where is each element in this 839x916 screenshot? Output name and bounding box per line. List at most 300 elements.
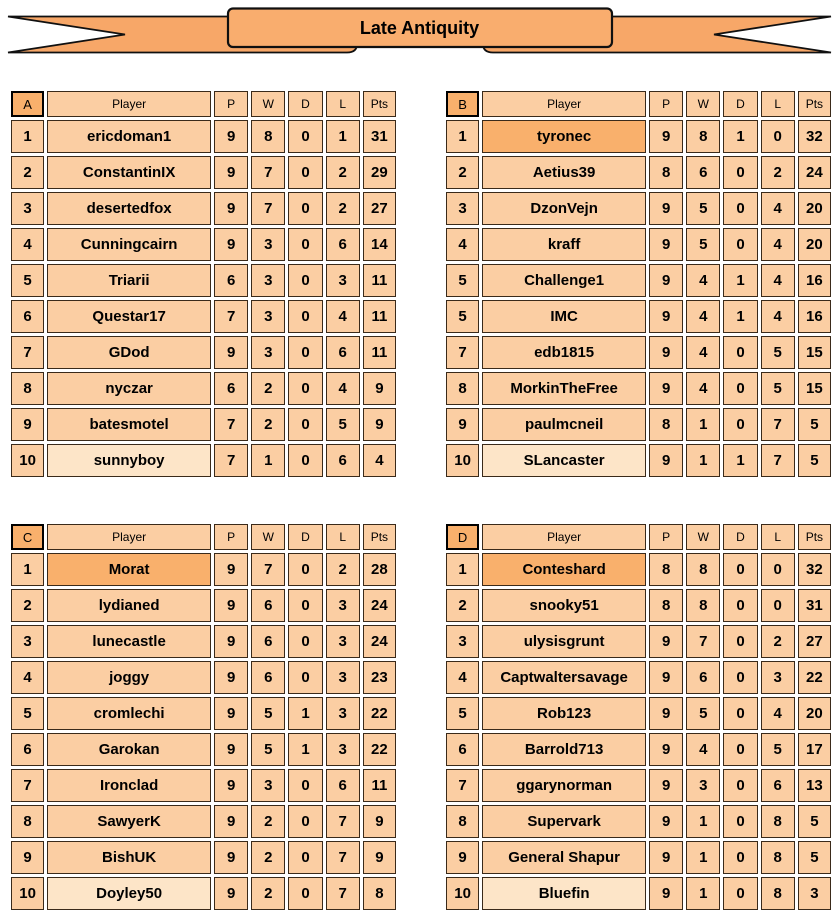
stat-p-cell: 9 xyxy=(649,877,683,910)
rank-cell: 7 xyxy=(446,336,479,369)
group-letter-header: B xyxy=(446,91,479,117)
stat-p-cell: 8 xyxy=(649,589,683,622)
column-header-w: W xyxy=(251,524,285,550)
column-header-d: D xyxy=(723,91,757,117)
stat-d-cell: 0 xyxy=(288,228,322,261)
stat-pts-cell: 11 xyxy=(363,300,396,333)
player-name-cell: ulysisgrunt xyxy=(482,625,646,658)
stat-w-cell: 5 xyxy=(686,192,720,225)
stat-pts-cell: 31 xyxy=(363,120,396,153)
stat-pts-cell: 11 xyxy=(363,264,396,297)
column-header-player: Player xyxy=(47,524,211,550)
stat-pts-cell: 20 xyxy=(798,228,831,261)
player-name-cell: ericdoman1 xyxy=(47,120,211,153)
stat-p-cell: 6 xyxy=(214,372,248,405)
table-row xyxy=(446,661,831,694)
stat-d-cell: 0 xyxy=(288,841,322,874)
column-header-player: Player xyxy=(482,524,646,550)
stat-l-cell: 5 xyxy=(761,372,795,405)
table-row xyxy=(11,408,396,441)
stat-l-cell: 7 xyxy=(326,877,360,910)
stat-w-cell: 4 xyxy=(686,264,720,297)
player-name-cell: Supervark xyxy=(482,805,646,838)
player-name-cell: General Shapur xyxy=(482,841,646,874)
stat-d-cell: 0 xyxy=(288,625,322,658)
stat-w-cell: 5 xyxy=(251,697,285,730)
stat-w-cell: 3 xyxy=(251,336,285,369)
group-letter-header: A xyxy=(11,91,44,117)
stat-d-cell: 0 xyxy=(723,805,757,838)
stat-d-cell: 0 xyxy=(288,156,322,189)
stat-d-cell: 0 xyxy=(723,156,757,189)
league-table-a xyxy=(8,88,399,480)
table-row xyxy=(446,156,831,189)
stat-d-cell: 0 xyxy=(288,120,322,153)
stat-pts-cell: 24 xyxy=(798,156,831,189)
league-table-c xyxy=(8,521,399,913)
rank-cell: 3 xyxy=(446,192,479,225)
stat-d-cell: 0 xyxy=(288,589,322,622)
table-row xyxy=(446,336,831,369)
rank-cell: 4 xyxy=(11,661,44,694)
player-name-cell: desertedfox xyxy=(47,192,211,225)
stat-l-cell: 5 xyxy=(761,733,795,766)
stat-w-cell: 3 xyxy=(251,264,285,297)
stat-l-cell: 4 xyxy=(761,192,795,225)
stat-l-cell: 5 xyxy=(761,336,795,369)
rank-cell: 5 xyxy=(11,264,44,297)
stat-d-cell: 1 xyxy=(723,120,757,153)
player-name-cell: MorkinTheFree xyxy=(482,372,646,405)
stat-l-cell: 3 xyxy=(761,661,795,694)
stat-w-cell: 7 xyxy=(251,156,285,189)
stat-pts-cell: 5 xyxy=(798,408,831,441)
stat-w-cell: 4 xyxy=(686,372,720,405)
rank-cell: 5 xyxy=(446,300,479,333)
stat-l-cell: 6 xyxy=(326,444,360,477)
stat-w-cell: 2 xyxy=(251,841,285,874)
stat-p-cell: 9 xyxy=(214,553,248,586)
rank-cell: 3 xyxy=(11,625,44,658)
player-name-cell: Doyley50 xyxy=(47,877,211,910)
stat-pts-cell: 3 xyxy=(798,877,831,910)
rank-cell: 7 xyxy=(11,769,44,802)
column-header-d: D xyxy=(723,524,757,550)
table-row xyxy=(446,805,831,838)
stat-p-cell: 9 xyxy=(649,300,683,333)
stat-d-cell: 0 xyxy=(288,444,322,477)
stat-p-cell: 9 xyxy=(214,805,248,838)
stat-l-cell: 6 xyxy=(326,336,360,369)
stat-w-cell: 8 xyxy=(686,120,720,153)
rank-cell: 2 xyxy=(11,156,44,189)
stat-l-cell: 8 xyxy=(761,805,795,838)
stat-d-cell: 0 xyxy=(288,661,322,694)
player-name-cell: Morat xyxy=(47,553,211,586)
stat-pts-cell: 23 xyxy=(363,661,396,694)
player-name-cell: Questar17 xyxy=(47,300,211,333)
stat-w-cell: 1 xyxy=(686,444,720,477)
stat-p-cell: 9 xyxy=(649,372,683,405)
player-name-cell: nyczar xyxy=(47,372,211,405)
stat-pts-cell: 11 xyxy=(363,769,396,802)
table-row xyxy=(446,841,831,874)
player-name-cell: Garokan xyxy=(47,733,211,766)
stat-p-cell: 8 xyxy=(649,553,683,586)
stat-d-cell: 0 xyxy=(723,228,757,261)
column-header-pts: Pts xyxy=(363,91,396,117)
table-row xyxy=(446,408,831,441)
stat-w-cell: 1 xyxy=(251,444,285,477)
column-header-player: Player xyxy=(482,91,646,117)
player-name-cell: GDod xyxy=(47,336,211,369)
player-name-cell: sunnyboy xyxy=(47,444,211,477)
stat-d-cell: 0 xyxy=(723,769,757,802)
stat-w-cell: 1 xyxy=(686,408,720,441)
stat-pts-cell: 13 xyxy=(798,769,831,802)
stat-w-cell: 3 xyxy=(251,300,285,333)
stat-d-cell: 1 xyxy=(288,733,322,766)
stat-w-cell: 7 xyxy=(251,192,285,225)
rank-cell: 5 xyxy=(446,264,479,297)
stat-l-cell: 6 xyxy=(761,769,795,802)
player-name-cell: ggarynorman xyxy=(482,769,646,802)
rank-cell: 6 xyxy=(11,300,44,333)
stat-d-cell: 0 xyxy=(723,661,757,694)
rank-cell: 10 xyxy=(446,444,479,477)
rank-cell: 3 xyxy=(446,625,479,658)
column-header-pts: Pts xyxy=(363,524,396,550)
stat-p-cell: 6 xyxy=(214,264,248,297)
stat-p-cell: 9 xyxy=(214,192,248,225)
league-table-b xyxy=(443,88,834,480)
stat-w-cell: 8 xyxy=(251,120,285,153)
stat-p-cell: 9 xyxy=(649,661,683,694)
rank-cell: 10 xyxy=(11,877,44,910)
stat-pts-cell: 24 xyxy=(363,589,396,622)
stat-l-cell: 4 xyxy=(326,372,360,405)
banner-title: Late Antiquity xyxy=(359,18,480,38)
stat-l-cell: 0 xyxy=(761,553,795,586)
column-header-l: L xyxy=(326,524,360,550)
group-letter-header: D xyxy=(446,524,479,550)
table-row xyxy=(11,805,396,838)
rank-cell: 9 xyxy=(446,408,479,441)
stat-l-cell: 1 xyxy=(326,120,360,153)
stat-pts-cell: 17 xyxy=(798,733,831,766)
player-name-cell: batesmotel xyxy=(47,408,211,441)
column-header-p: P xyxy=(214,524,248,550)
stat-l-cell: 0 xyxy=(761,120,795,153)
rank-cell: 8 xyxy=(446,372,479,405)
rank-cell: 9 xyxy=(446,841,479,874)
player-name-cell: cromlechi xyxy=(47,697,211,730)
column-header-p: P xyxy=(649,524,683,550)
stat-pts-cell: 24 xyxy=(363,625,396,658)
stat-d-cell: 0 xyxy=(288,336,322,369)
rank-cell: 8 xyxy=(11,805,44,838)
stat-l-cell: 0 xyxy=(761,589,795,622)
stat-d-cell: 0 xyxy=(723,192,757,225)
player-name-cell: kraff xyxy=(482,228,646,261)
stat-d-cell: 1 xyxy=(723,444,757,477)
stat-pts-cell: 4 xyxy=(363,444,396,477)
stat-w-cell: 6 xyxy=(251,625,285,658)
player-name-cell: DzonVejn xyxy=(482,192,646,225)
column-header-p: P xyxy=(649,91,683,117)
stat-w-cell: 7 xyxy=(251,553,285,586)
table-row xyxy=(11,264,396,297)
stat-pts-cell: 20 xyxy=(798,192,831,225)
stat-p-cell: 9 xyxy=(649,805,683,838)
stat-l-cell: 8 xyxy=(761,841,795,874)
player-name-cell: Triarii xyxy=(47,264,211,297)
stat-p-cell: 9 xyxy=(214,661,248,694)
rank-cell: 1 xyxy=(11,120,44,153)
stat-d-cell: 0 xyxy=(288,300,322,333)
stat-l-cell: 7 xyxy=(326,841,360,874)
stat-w-cell: 1 xyxy=(686,877,720,910)
rank-cell: 2 xyxy=(11,589,44,622)
stat-w-cell: 7 xyxy=(686,625,720,658)
player-name-cell: lunecastle xyxy=(47,625,211,658)
table-row xyxy=(11,336,396,369)
rank-cell: 10 xyxy=(11,444,44,477)
player-name-cell: lydianed xyxy=(47,589,211,622)
stat-l-cell: 7 xyxy=(761,444,795,477)
stat-w-cell: 3 xyxy=(686,769,720,802)
stat-p-cell: 9 xyxy=(214,697,248,730)
rank-cell: 4 xyxy=(11,228,44,261)
player-name-cell: Bluefin xyxy=(482,877,646,910)
stat-pts-cell: 9 xyxy=(363,372,396,405)
stat-l-cell: 4 xyxy=(326,300,360,333)
stat-d-cell: 0 xyxy=(288,877,322,910)
player-name-cell: SawyerK xyxy=(47,805,211,838)
stat-pts-cell: 28 xyxy=(363,553,396,586)
table-row xyxy=(11,841,396,874)
stat-p-cell: 9 xyxy=(214,733,248,766)
player-name-cell: Cunningcairn xyxy=(47,228,211,261)
stat-pts-cell: 16 xyxy=(798,264,831,297)
stat-p-cell: 9 xyxy=(649,697,683,730)
player-name-cell: IMC xyxy=(482,300,646,333)
table-row xyxy=(11,697,396,730)
rank-cell: 6 xyxy=(446,733,479,766)
stat-d-cell: 0 xyxy=(288,372,322,405)
player-name-cell: BishUK xyxy=(47,841,211,874)
stat-pts-cell: 5 xyxy=(798,444,831,477)
player-name-cell: ConstantinIX xyxy=(47,156,211,189)
stat-l-cell: 5 xyxy=(326,408,360,441)
stat-pts-cell: 29 xyxy=(363,156,396,189)
table-row xyxy=(446,697,831,730)
column-header-w: W xyxy=(686,91,720,117)
stat-p-cell: 9 xyxy=(214,228,248,261)
stat-pts-cell: 9 xyxy=(363,841,396,874)
rank-cell: 8 xyxy=(446,805,479,838)
column-header-pts: Pts xyxy=(798,91,831,117)
stat-p-cell: 9 xyxy=(214,877,248,910)
rank-cell: 8 xyxy=(11,372,44,405)
stat-p-cell: 8 xyxy=(649,156,683,189)
group-letter-header: C xyxy=(11,524,44,550)
column-header-d: D xyxy=(288,91,322,117)
table-row xyxy=(11,553,396,586)
stat-pts-cell: 5 xyxy=(798,841,831,874)
stat-p-cell: 9 xyxy=(214,120,248,153)
rank-cell: 1 xyxy=(446,120,479,153)
stat-pts-cell: 15 xyxy=(798,372,831,405)
stat-pts-cell: 8 xyxy=(363,877,396,910)
stat-w-cell: 1 xyxy=(686,805,720,838)
stat-l-cell: 6 xyxy=(326,769,360,802)
stat-p-cell: 9 xyxy=(214,625,248,658)
rank-cell: 4 xyxy=(446,228,479,261)
stat-pts-cell: 32 xyxy=(798,120,831,153)
stat-pts-cell: 22 xyxy=(363,697,396,730)
rank-cell: 5 xyxy=(11,697,44,730)
stat-d-cell: 1 xyxy=(723,300,757,333)
table-row xyxy=(446,228,831,261)
stat-w-cell: 6 xyxy=(251,589,285,622)
stat-w-cell: 5 xyxy=(251,733,285,766)
stat-d-cell: 1 xyxy=(288,697,322,730)
stat-pts-cell: 5 xyxy=(798,805,831,838)
stat-pts-cell: 22 xyxy=(798,661,831,694)
stat-p-cell: 9 xyxy=(649,192,683,225)
column-header-d: D xyxy=(288,524,322,550)
stat-l-cell: 7 xyxy=(326,805,360,838)
table-row xyxy=(11,661,396,694)
table-row xyxy=(11,192,396,225)
stat-w-cell: 2 xyxy=(251,805,285,838)
rank-cell: 3 xyxy=(11,192,44,225)
table-row xyxy=(11,372,396,405)
stat-pts-cell: 31 xyxy=(798,589,831,622)
stat-p-cell: 7 xyxy=(214,408,248,441)
stat-pts-cell: 20 xyxy=(798,697,831,730)
table-row xyxy=(446,264,831,297)
stat-w-cell: 3 xyxy=(251,769,285,802)
stat-w-cell: 4 xyxy=(686,300,720,333)
stat-l-cell: 4 xyxy=(761,264,795,297)
table-row xyxy=(446,589,831,622)
stat-p-cell: 7 xyxy=(214,300,248,333)
stat-pts-cell: 32 xyxy=(798,553,831,586)
stat-p-cell: 9 xyxy=(649,625,683,658)
stat-p-cell: 9 xyxy=(649,444,683,477)
stat-l-cell: 2 xyxy=(761,625,795,658)
stat-l-cell: 3 xyxy=(326,733,360,766)
stat-l-cell: 6 xyxy=(326,228,360,261)
stat-l-cell: 7 xyxy=(761,408,795,441)
stat-w-cell: 6 xyxy=(686,156,720,189)
stat-pts-cell: 15 xyxy=(798,336,831,369)
stat-p-cell: 8 xyxy=(649,408,683,441)
column-header-w: W xyxy=(686,524,720,550)
stat-p-cell: 9 xyxy=(649,228,683,261)
player-name-cell: paulmcneil xyxy=(482,408,646,441)
player-name-cell: tyronec xyxy=(482,120,646,153)
rank-cell: 9 xyxy=(11,841,44,874)
stat-w-cell: 6 xyxy=(251,661,285,694)
player-name-cell: edb1815 xyxy=(482,336,646,369)
stat-d-cell: 0 xyxy=(288,192,322,225)
standings-grid xyxy=(8,88,839,913)
stat-l-cell: 2 xyxy=(326,156,360,189)
rank-cell: 7 xyxy=(11,336,44,369)
stat-p-cell: 9 xyxy=(214,336,248,369)
stat-l-cell: 8 xyxy=(761,877,795,910)
player-name-cell: Conteshard xyxy=(482,553,646,586)
stat-d-cell: 0 xyxy=(723,697,757,730)
stat-d-cell: 0 xyxy=(723,336,757,369)
table-row xyxy=(11,877,396,910)
table-row xyxy=(446,192,831,225)
table-row xyxy=(11,300,396,333)
stat-w-cell: 1 xyxy=(686,841,720,874)
rank-cell: 9 xyxy=(11,408,44,441)
table-row xyxy=(446,769,831,802)
table-row xyxy=(11,228,396,261)
stat-w-cell: 4 xyxy=(686,733,720,766)
stat-l-cell: 3 xyxy=(326,625,360,658)
stat-l-cell: 4 xyxy=(761,228,795,261)
stat-d-cell: 0 xyxy=(723,553,757,586)
stat-pts-cell: 9 xyxy=(363,408,396,441)
stat-l-cell: 3 xyxy=(326,264,360,297)
stat-pts-cell: 22 xyxy=(363,733,396,766)
stat-w-cell: 5 xyxy=(686,228,720,261)
table-row xyxy=(11,156,396,189)
player-name-cell: Barrold713 xyxy=(482,733,646,766)
stat-d-cell: 0 xyxy=(723,841,757,874)
table-row xyxy=(446,300,831,333)
column-header-p: P xyxy=(214,91,248,117)
table-row xyxy=(11,444,396,477)
stat-d-cell: 0 xyxy=(723,625,757,658)
stat-d-cell: 0 xyxy=(288,264,322,297)
table-row xyxy=(11,769,396,802)
stat-l-cell: 3 xyxy=(326,697,360,730)
table-row xyxy=(446,444,831,477)
stat-w-cell: 6 xyxy=(686,661,720,694)
player-name-cell: Captwaltersavage xyxy=(482,661,646,694)
stat-p-cell: 9 xyxy=(649,841,683,874)
stat-p-cell: 9 xyxy=(214,769,248,802)
table-row xyxy=(446,553,831,586)
stat-l-cell: 4 xyxy=(761,300,795,333)
player-name-cell: Ironclad xyxy=(47,769,211,802)
stat-w-cell: 5 xyxy=(686,697,720,730)
player-name-cell: Challenge1 xyxy=(482,264,646,297)
rank-cell: 1 xyxy=(446,553,479,586)
stat-d-cell: 0 xyxy=(288,769,322,802)
column-header-l: L xyxy=(761,524,795,550)
stat-pts-cell: 27 xyxy=(798,625,831,658)
rank-cell: 2 xyxy=(446,156,479,189)
stat-p-cell: 9 xyxy=(649,264,683,297)
stat-p-cell: 9 xyxy=(649,120,683,153)
rank-cell: 7 xyxy=(446,769,479,802)
stat-pts-cell: 16 xyxy=(798,300,831,333)
table-row xyxy=(446,120,831,153)
stat-d-cell: 0 xyxy=(288,553,322,586)
table-row xyxy=(446,372,831,405)
stat-l-cell: 2 xyxy=(326,553,360,586)
stat-p-cell: 9 xyxy=(214,841,248,874)
